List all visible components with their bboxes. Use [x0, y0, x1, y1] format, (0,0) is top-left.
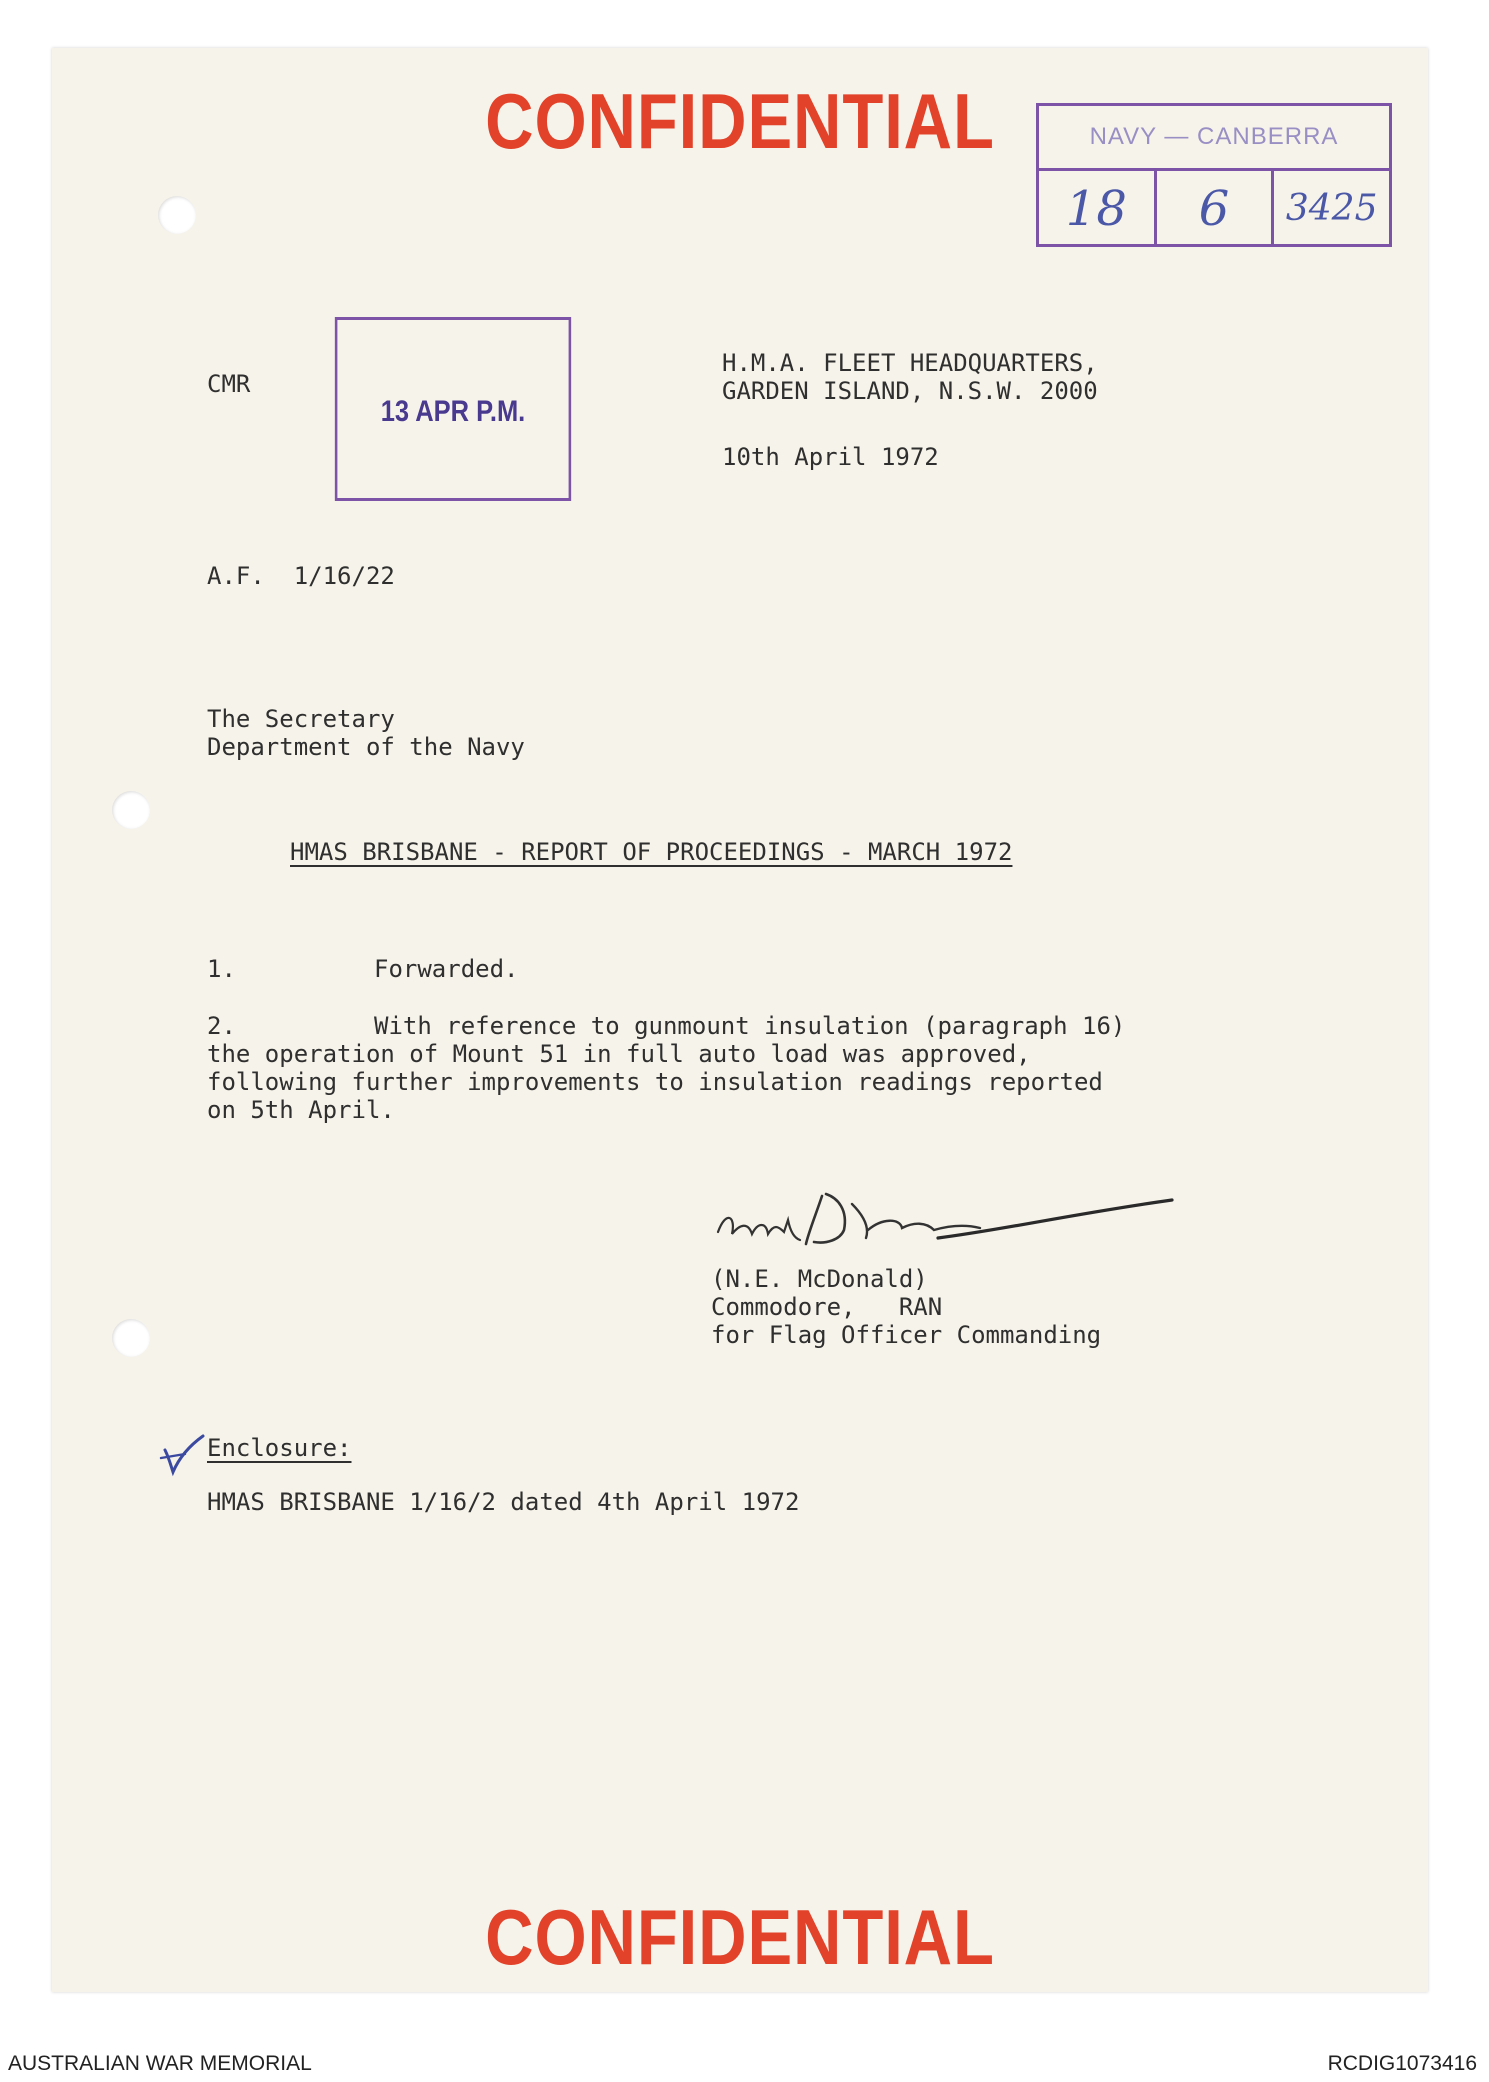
registry-stamp-cell: 3425 — [1271, 171, 1389, 247]
classification-top: CONFIDENTIAL — [485, 77, 995, 165]
enclosure-item: HMAS BRISBANE 1/16/2 dated 4th April 1972 — [207, 1488, 800, 1516]
recipient-line-1: The Secretary — [207, 705, 395, 733]
registry-stamp — [1036, 103, 1392, 247]
para-2-line: following further improvements to insulation readings reported — [207, 1068, 1103, 1096]
para-2-line: the operation of Mount 51 in full auto load was approved, — [207, 1040, 1031, 1068]
received-date-stamp: 13 APR P.M. — [335, 317, 571, 501]
classification-bottom: CONFIDENTIAL — [485, 1893, 995, 1981]
punch-hole — [158, 196, 196, 234]
address-line-2: GARDEN ISLAND, N.S.W. 2000 — [722, 377, 1098, 405]
archive-label: AUSTRALIAN WAR MEMORIAL — [8, 2052, 312, 2075]
archive-id: RCDIG1073416 — [1327, 2052, 1477, 2075]
signatory-rank: Commodore, RAN — [711, 1293, 943, 1321]
initials: CMR — [207, 370, 251, 398]
para-2-line: With reference to gunmount insulation (paragraph 16) — [374, 1012, 1126, 1040]
para-1-text: Forwarded. — [374, 955, 519, 983]
recipient-line-2: Department of the Navy — [207, 733, 525, 761]
signatory-name: (N.E. McDonald) — [711, 1265, 928, 1293]
subject-heading: HMAS BRISBANE - REPORT OF PROCEEDINGS - MARCH 1972 — [290, 838, 1013, 866]
file-reference: A.F. 1/16/22 — [207, 562, 395, 590]
tick-mark-icon — [157, 1428, 207, 1478]
para-2-number: 2. — [207, 1012, 236, 1040]
registry-stamp-cell: 18 — [1065, 181, 1127, 237]
punch-hole — [112, 791, 150, 829]
enclosure-label: Enclosure: — [207, 1434, 352, 1462]
handwritten-signature — [702, 1174, 1182, 1269]
para-2-line: on 5th April. — [207, 1096, 395, 1124]
para-1-number: 1. — [207, 955, 236, 983]
address-line-1: H.M.A. FLEET HEADQUARTERS, — [722, 349, 1098, 377]
punch-hole — [112, 1319, 150, 1357]
registry-stamp-cell: 6 — [1154, 171, 1272, 247]
signatory-capacity: for Flag Officer Commanding — [711, 1321, 1102, 1349]
document-page — [52, 48, 1428, 1992]
letter-date: 10th April 1972 — [722, 443, 939, 471]
registry-stamp-title: NAVY — CANBERRA — [1039, 106, 1389, 171]
